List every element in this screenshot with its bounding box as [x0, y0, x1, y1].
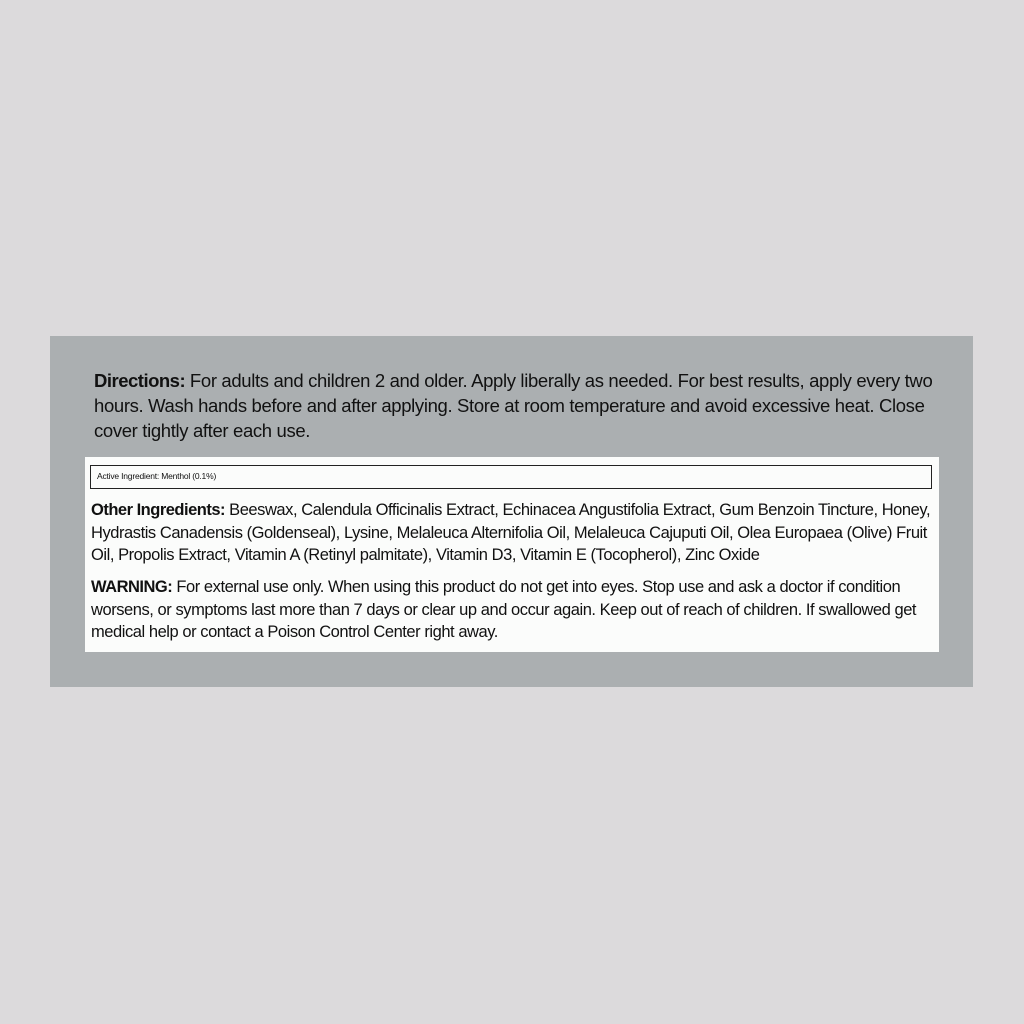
other-ingredients-text [91, 499, 937, 567]
label-panel [50, 336, 973, 687]
other-ingredients-body: Beeswax, Calendula Officinalis Extract, Echinacea Angustifolia Extract, Gum Benzoin Tincture, Honey, Hydrastis Canadensis (Goldenseal), Lysine, Melaleuca Alternifolia Oil, Melaleuca Cajuputi Oil, Olea Europaea (Olive) Fruit Oil, Propolis Extract, Vitamin A (Retinyl palmitate), Vitamin D3, Vitamin E (Tocopherol), Zinc Oxide [91, 501, 931, 564]
warning-body: For external use only. When using this product do not get into eyes. Stop use and ask a doctor if condition worsens, or symptoms last more than 7 days or clear up and occur again. Keep out of reach of children. If swallowed get medical help or contact a Poison Control Center right away. [91, 578, 917, 641]
ingredients-panel [85, 457, 939, 652]
directions-text [94, 368, 944, 443]
warning-heading: WARNING: [91, 578, 173, 596]
warning-text [91, 576, 937, 644]
directions-body: For adults and children 2 and older. Apply liberally as needed. For best results, apply every two hours. Wash hands before and after applying. Store at room temperature and avoid excessive heat. Close cover tightly after each use. [94, 370, 933, 441]
directions-heading: Directions: [94, 370, 186, 391]
other-ingredients-heading: Other Ingredients: [91, 501, 226, 519]
active-ingredient-box: Active Ingredient: Menthol (0.1%) [90, 465, 932, 489]
